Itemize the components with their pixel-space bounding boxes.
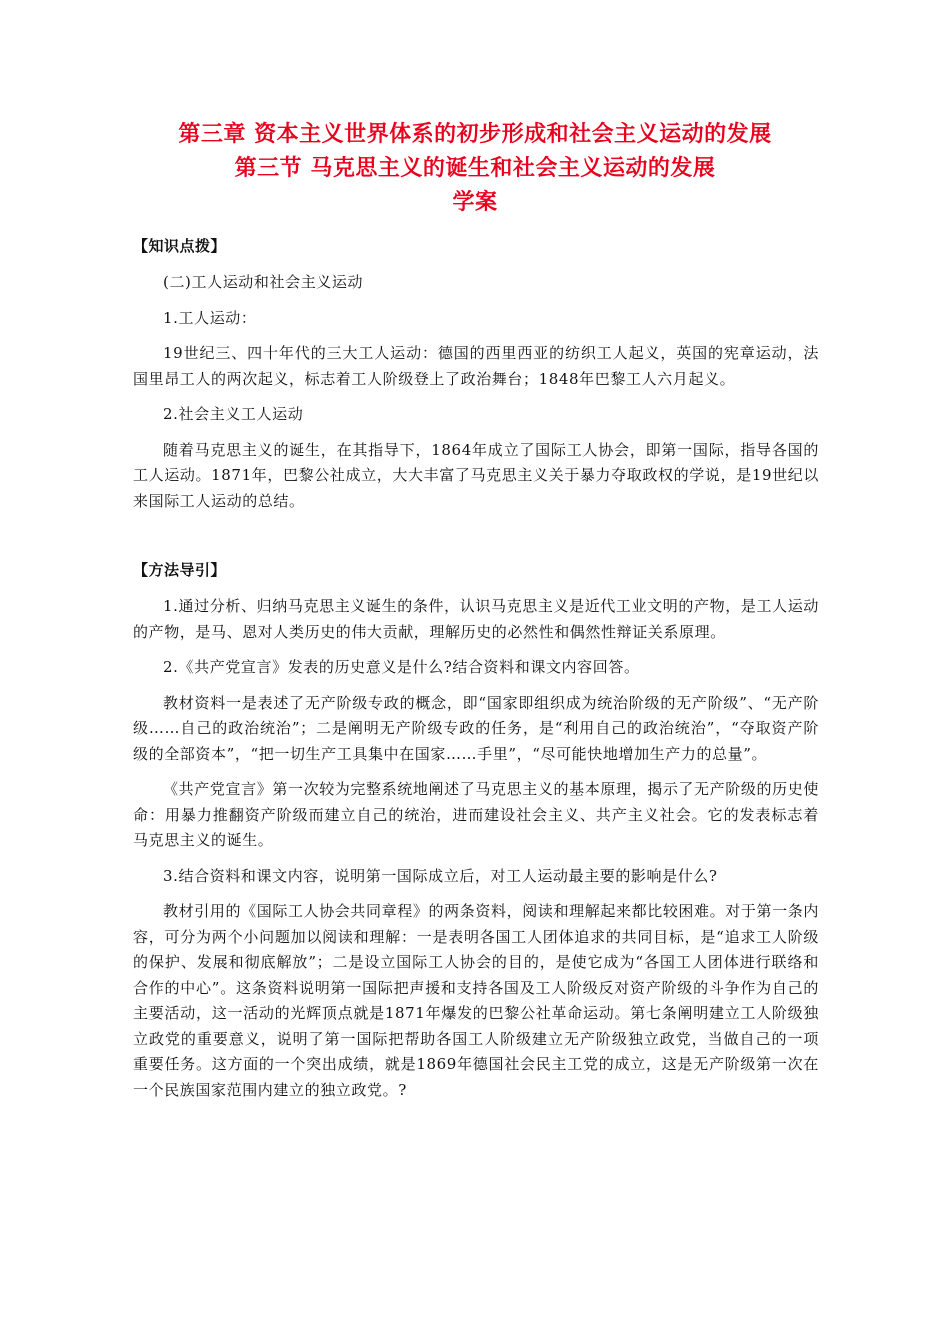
method-paragraph: 3.结合资料和课文内容，说明第一国际成立后，对工人运动最主要的影响是什么? [163, 866, 718, 885]
method-section-heading: 【方法导引】 [133, 561, 227, 579]
knowledge-section-heading: 【知识点拨】 [133, 237, 227, 255]
section-spacer [133, 524, 819, 558]
method-paragraph: 教材引用的《国际工人协会共同章程》的两条资料，阅读和理解起来都比较困难。对于第一条内容，可分为两个小问题加以阅读和理解：一是表明各国工人团体追求的共同目标，是“追求工人阶级的保护、发展和彻底解放”；二是设立国际工人协会的目的，是使它成为“各国工人团体进行联络和合作的中心”。这条资料说明第一国际把声援和支持各国及工人阶级反对资产阶级的斗争作为自己的主要活动，这一活动的光辉顶点就是1871年爆发的巴黎公社革命运动。第七条阐明建立工人阶级独立政党的重要意义，说明了第一国际把帮助各国工人阶级建立无产阶级独立政党，当做自己的一项重要任务。这方面的一个突出成绩，就是1869年德国社会民主工党的成立，这是无产阶级第一次在一个民族国家范围内建立的独立政党。? [133, 902, 819, 1099]
knowledge-paragraph: (二)工人运动和社会主义运动 [163, 273, 364, 291]
knowledge-paragraph: 随着马克思主义的诞生，在其指导下，1864年成立了国际工人协会，即第一国际，指导各国的工人运动。1871年，巴黎公社成立，大大丰富了马克思主义关于暴力夺取政权的学说，是19世纪以来国际工人运动的总结。 [133, 440, 819, 510]
knowledge-paragraph: 1.工人运动： [163, 308, 257, 327]
method-paragraph: 《共产党宣言》第一次较为完整系统地阐述了马克思主义的基本原理，揭示了无产阶级的历史使命：用暴力推翻资产阶级而建立自己的统治，进而建设社会主义、共产主义社会。它的发表标志着马克思主义的诞生。 [133, 780, 819, 849]
document-title [0, 118, 950, 220]
knowledge-paragraph: 2.社会主义工人运动 [163, 405, 304, 423]
knowledge-paragraph: 19世纪三、四十年代的三大工人运动：德国的西里西亚的纺织工人起义，英国的宪章运动，法国里昂工人的两次起义，标志着工人阶级登上了政治舞台；1848年巴黎工人六月起义。 [133, 344, 819, 388]
method-paragraph: 1.通过分析、归纳马克思主义诞生的条件，认识马克思主义是近代工业文明的产物，是工人运动的产物，是马、恩对人类历史的伟大贡献，理解历史的必然性和偶然性辩证关系原理。 [133, 597, 819, 641]
method-paragraph: 2.《共产党宣言》发表的历史意义是什么?结合资料和课文内容回答。 [163, 658, 640, 676]
chapter-title: 第三章 资本主义世界体系的初步形成和社会主义运动的发展 [178, 122, 772, 147]
section-title: 第三节 马克思主义的诞生和社会主义运动的发展 [234, 156, 716, 181]
document-body [133, 234, 819, 1113]
method-paragraph: 教材资料一是表述了无产阶级专政的概念，即“国家即组织成为统治阶级的无产阶级”、“无产阶级……自己的政治统治”；二是阐明无产阶级专政的任务，是“利用自己的政治统治”，“夺取资产阶级的全部资本”，“把一切生产工具集中在国家……手里”，“尽可能快地增加生产力的总量”。 [133, 693, 819, 763]
document-type-title: 学案 [452, 190, 498, 215]
